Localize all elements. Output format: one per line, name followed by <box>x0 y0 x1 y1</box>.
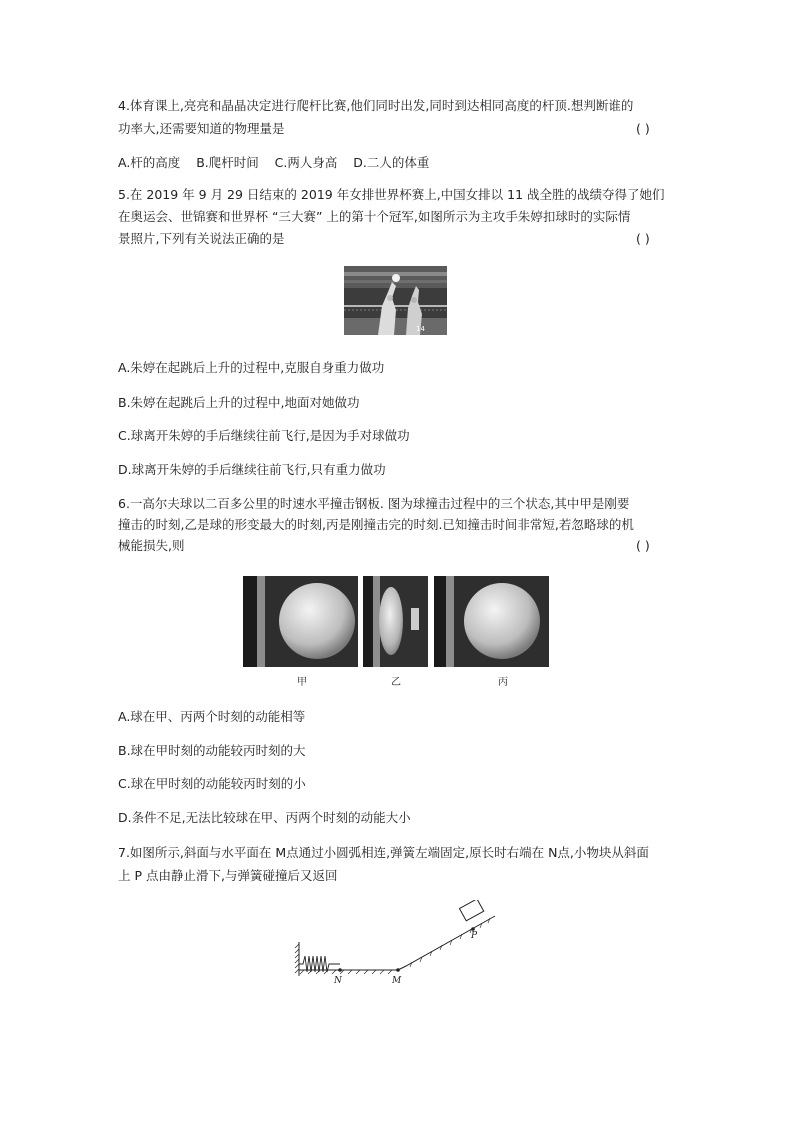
q5-option-d: D.球离开朱婷的手后继续往前飞行,只有重力做功 <box>118 462 386 477</box>
q5-line-1: 5.在 2019 年 9 月 29 日结束的 2019 年女排世界杯赛上,中国女排以 11 战全胜的战绩夺得了她们 <box>118 187 665 202</box>
jersey-number: 14 <box>416 325 425 333</box>
volleyball-scene <box>344 266 447 335</box>
golf-ball-yi <box>379 587 403 655</box>
q6-option-d: D.条件不足,无法比较球在甲、丙两个时刻的动能大小 <box>118 810 411 825</box>
q6-line-1: 6.一高尔夫球以二百多公里的时速水平撞击钢板. 图为球撞击过程中的三个状态,其中甲是刚要 <box>118 496 630 511</box>
q5-option-c: C.球离开朱婷的手后继续往前飞行,是因为手对球做功 <box>118 428 410 443</box>
incline <box>398 916 495 970</box>
q5-option-b: B.朱婷在起跳后上升的过程中,地面对她做功 <box>118 395 360 410</box>
q6-answer-paren: ( ) <box>636 538 650 553</box>
q6-option-c: C.球在甲时刻的动能较丙时刻的小 <box>118 776 306 791</box>
wall-hatching <box>295 944 299 973</box>
q5-line-3: 景照片,下列有关说法正确的是 <box>118 231 285 246</box>
q6-line-2: 撞击的时刻,乙是球的形变最大的时刻,丙是刚撞击完的时刻.已知撞击时间非常短,若忽略球的机 <box>118 517 634 532</box>
label-m: M <box>392 976 402 986</box>
golf-photo-jia <box>243 576 358 667</box>
point-m <box>396 968 400 972</box>
sliding-block <box>459 900 483 921</box>
q7-line-2: 上 P 点由静止滑下,与弹簧碰撞后又返回 <box>118 868 338 883</box>
q6-option-a: A.球在甲、丙两个时刻的动能相等 <box>118 709 306 724</box>
volleyball-photo <box>344 266 447 335</box>
spring-incline-diagram <box>290 900 510 995</box>
q5-option-a: A.朱婷在起跳后上升的过程中,克服自身重力做功 <box>118 360 385 375</box>
q4-options: A.杆的高度 B.爬杆时间 C.两人身高 D.二人的体重 <box>118 155 430 170</box>
q6-option-b: B.球在甲时刻的动能较丙时刻的大 <box>118 743 306 758</box>
q4-line-2: 功率大,还需要知道的物理量是 <box>118 121 285 136</box>
q7-line-1: 7.如图所示,斜面与水平面在 M点通过小圆弧相连,弹簧左端固定,原长时右端在 N点,小物块从斜面 <box>118 845 649 860</box>
floor-hatching <box>300 970 392 974</box>
q4-answer-paren: ( ) <box>636 121 650 136</box>
q5-answer-paren: ( ) <box>636 231 650 246</box>
caption-jia: 甲 <box>297 677 307 688</box>
q4-line-1: 4.体育课上,亮亮和晶晶决定进行爬杆比赛,他们同时出发,同时到达相同高度的杆顶.想判断谁的 <box>118 98 634 113</box>
label-n: N <box>334 976 342 986</box>
point-n <box>338 968 342 972</box>
caption-bing: 丙 <box>498 677 508 688</box>
golf-photo-yi <box>363 576 428 667</box>
caption-yi: 乙 <box>391 677 401 688</box>
golf-photo-bing <box>434 576 549 667</box>
q6-line-3: 械能损失,则 <box>118 538 185 553</box>
golf-ball-bing <box>464 583 540 659</box>
label-p: P <box>471 931 478 941</box>
golf-ball-jia <box>279 583 355 659</box>
q5-line-2: 在奥运会、世锦赛和世界杯 “三大赛” 上的第十个冠军,如图所示为主攻手朱婷扣球时的实际情 <box>118 209 631 224</box>
